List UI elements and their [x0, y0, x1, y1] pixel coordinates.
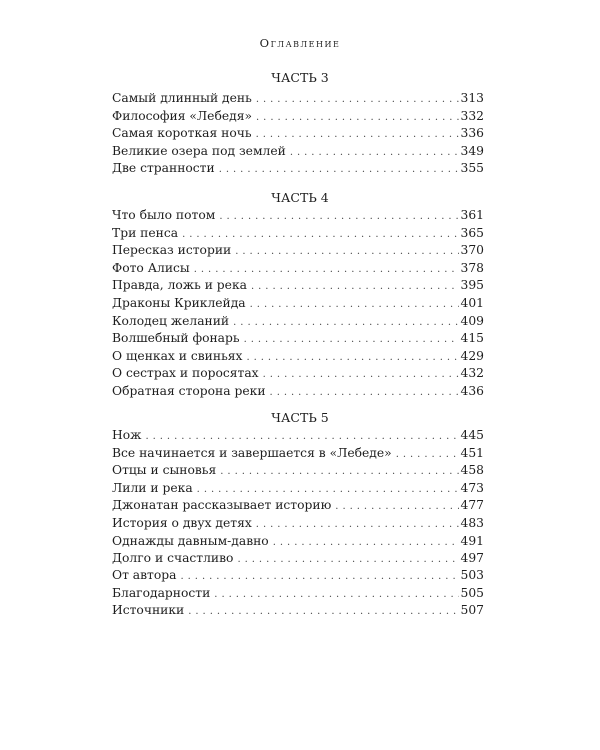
toc-entry[interactable]: [112, 567, 484, 585]
entry-page: 477: [460, 498, 484, 513]
entry-page: 445: [460, 428, 484, 442]
toc-entry[interactable]: [112, 313, 484, 331]
toc-entry[interactable]: [112, 225, 484, 243]
entry-page: 349: [460, 143, 484, 158]
entry-page: 365: [460, 225, 484, 240]
entry-title: Фото Алисы: [112, 260, 190, 275]
entry-title: Отцы и сыновья: [112, 463, 217, 478]
toc-entry[interactable]: [112, 480, 484, 498]
page-header: Оглавление: [259, 36, 341, 50]
dot-leader: [188, 602, 458, 620]
entry-page: 332: [460, 108, 484, 123]
entry-page: 491: [460, 533, 484, 548]
dot-leader: [273, 533, 459, 551]
dot-leader: [244, 330, 459, 348]
entry-title: Пересказ истории: [112, 243, 232, 258]
toc-entry[interactable]: [112, 143, 484, 161]
dot-leader: [235, 242, 458, 260]
toc-entry[interactable]: [112, 585, 484, 603]
entry-title: Благодарности: [112, 585, 211, 600]
entry-page: 409: [460, 313, 484, 328]
toc-entry[interactable]: [112, 550, 484, 568]
entry-title: О щенках и свиньях: [112, 348, 243, 363]
entry-title: Три пенса: [112, 225, 179, 240]
part-3-title: ЧАСТЬ 3: [271, 70, 329, 85]
entry-title: Правда, ложь и река: [112, 278, 247, 293]
entry-page: 505: [460, 585, 484, 600]
dot-leader: [219, 207, 458, 225]
dot-leader: [197, 480, 459, 498]
entry-title: Колодец желаний: [112, 313, 230, 328]
toc-entry[interactable]: [112, 108, 484, 126]
entry-page: 432: [460, 366, 484, 381]
dot-leader: [251, 277, 459, 295]
dot-leader: [180, 567, 458, 585]
entry-page: 507: [460, 603, 484, 618]
entry-title: Нож: [112, 428, 142, 442]
dot-leader: [145, 427, 458, 445]
entry-page: 401: [460, 295, 484, 310]
toc-entry[interactable]: [112, 295, 484, 313]
dot-leader: [246, 348, 458, 366]
entry-title: Две странности: [112, 161, 215, 176]
dot-leader: [335, 497, 458, 515]
entry-title: Волшебный фонарь: [112, 331, 240, 346]
entry-page: 436: [460, 383, 484, 398]
part-3-toc: [112, 90, 484, 178]
entry-title: Долго и счастливо: [112, 551, 234, 566]
entry-page: 497: [460, 551, 484, 566]
entry-page: 429: [460, 348, 484, 363]
entry-title: Джонатан рассказывает историю: [112, 498, 332, 513]
toc-entry[interactable]: [112, 277, 484, 295]
dot-leader: [256, 125, 459, 143]
dot-leader: [270, 383, 459, 401]
toc-entry[interactable]: [112, 260, 484, 278]
entry-title: История о двух детях: [112, 515, 252, 530]
entry-title: Драконы Криклейда: [112, 295, 246, 310]
entry-title: Источники: [112, 603, 185, 618]
entry-page: 473: [460, 480, 484, 495]
entry-title: Самая короткая ночь: [112, 126, 252, 141]
entry-title: Все начинается и завершается в «Лебеде»: [112, 445, 392, 460]
toc-entry[interactable]: [112, 602, 484, 620]
part-4-title: ЧАСТЬ 4: [271, 190, 329, 205]
toc-entry[interactable]: [112, 462, 484, 480]
toc-entry[interactable]: [112, 90, 484, 108]
entry-page: 458: [460, 463, 484, 478]
part-4-toc: [112, 207, 484, 401]
toc-entry[interactable]: [112, 445, 484, 463]
toc-entry[interactable]: [112, 427, 484, 445]
dot-leader: [263, 365, 459, 383]
entry-title: Что было потом: [112, 208, 216, 222]
part-5-title: ЧАСТЬ 5: [271, 410, 329, 425]
entry-page: 503: [460, 568, 484, 582]
entry-page: 395: [460, 278, 484, 293]
toc-entry[interactable]: [112, 242, 484, 260]
entry-page: 313: [460, 91, 484, 105]
dot-leader: [233, 313, 458, 331]
entry-title: Великие озера под землей: [112, 143, 286, 158]
dot-leader: [396, 445, 459, 463]
dot-leader: [220, 462, 458, 480]
dot-leader: [194, 260, 459, 278]
entry-page: 355: [460, 161, 484, 176]
entry-title: Лили и река: [112, 480, 193, 495]
dot-leader: [237, 550, 458, 568]
toc-entry[interactable]: [112, 330, 484, 348]
entry-title: От автора: [112, 568, 177, 582]
toc-entry[interactable]: [112, 497, 484, 515]
toc-entry[interactable]: [112, 348, 484, 366]
entry-title: Обратная сторона реки: [112, 383, 266, 398]
dot-leader: [250, 295, 459, 313]
toc-entry[interactable]: [112, 125, 484, 143]
entry-title: Самый длинный день: [112, 91, 252, 105]
dot-leader: [290, 143, 459, 161]
toc-entry[interactable]: [112, 533, 484, 551]
dot-leader: [256, 108, 459, 126]
toc-entry[interactable]: [112, 207, 484, 225]
dot-leader: [256, 90, 459, 108]
entry-title: Однажды давным-давно: [112, 533, 269, 548]
dot-leader: [219, 160, 459, 178]
entry-title: О сестрах и поросятах: [112, 366, 259, 381]
entry-page: 483: [460, 515, 484, 530]
toc-entry[interactable]: [112, 160, 484, 178]
entry-page: 370: [460, 243, 484, 258]
entry-page: 451: [460, 445, 484, 460]
toc-entry[interactable]: [112, 515, 484, 533]
toc-entry[interactable]: [112, 383, 484, 401]
dot-leader: [214, 585, 458, 603]
back-matter-toc: [112, 567, 484, 620]
entry-page: 336: [460, 126, 484, 141]
entry-title: Философия «Лебедя»: [112, 108, 252, 123]
toc-entry[interactable]: [112, 365, 484, 383]
entry-page: 361: [460, 208, 484, 222]
entry-page: 415: [460, 331, 484, 346]
entry-page: 378: [460, 260, 484, 275]
part-5-toc: [112, 427, 484, 568]
dot-leader: [182, 225, 458, 243]
dot-leader: [256, 515, 459, 533]
